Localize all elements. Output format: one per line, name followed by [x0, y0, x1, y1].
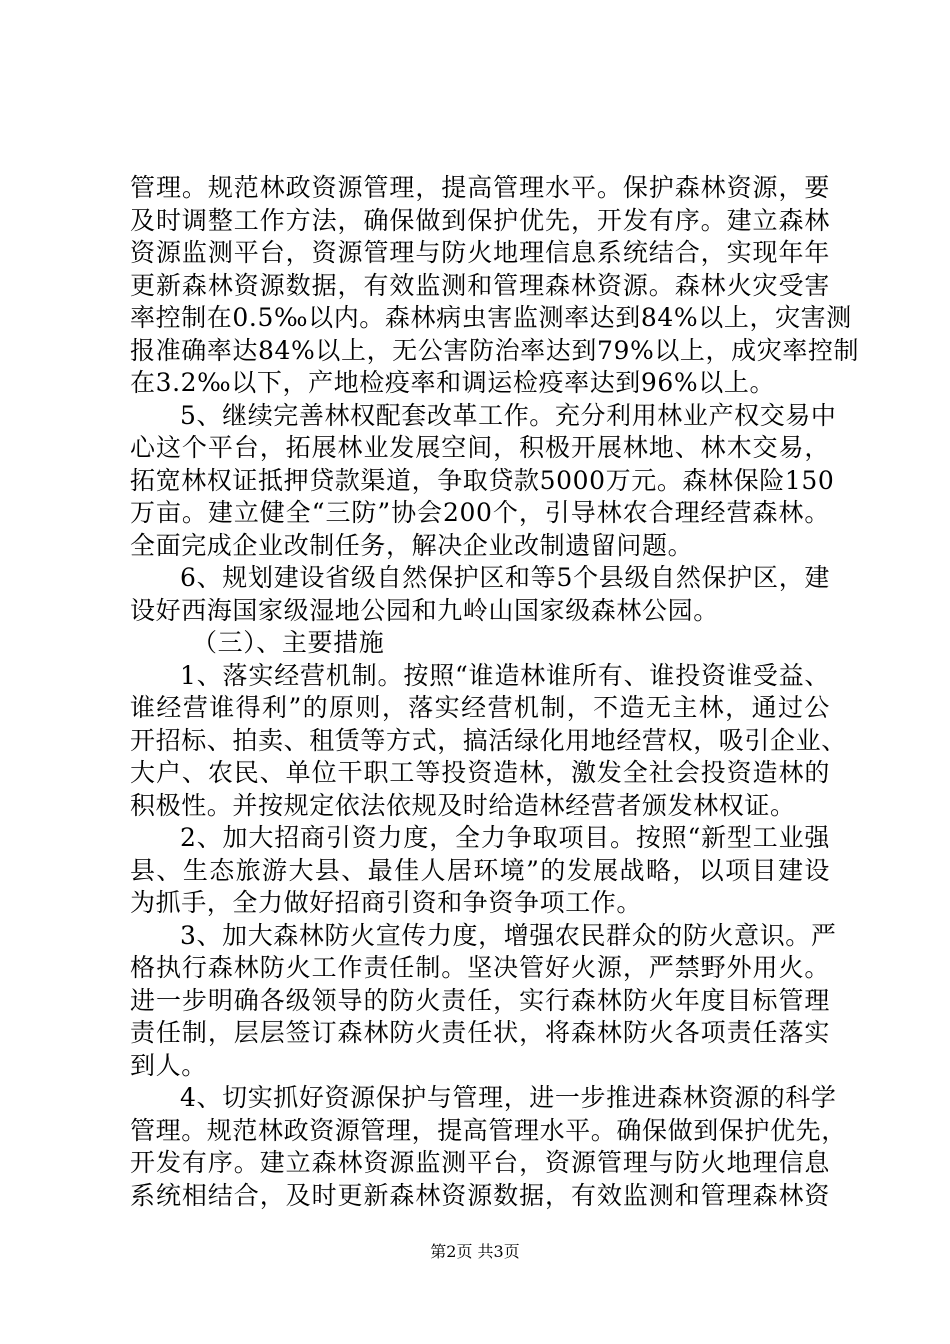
page-number: 第2页 共3页 [430, 1242, 520, 1261]
text-line: 全面完成企业改制任务，解决企业改制遗留问题。 [130, 530, 694, 560]
text-line: 及时调整工作方法，确保做到保护优先，开发有序。建立森林 [130, 205, 830, 235]
text-line: 1、落实经营机制。按照“谁造林谁所有、谁投资谁受益、 [180, 660, 830, 690]
text-line: 县、生态旅游大县、最佳人居环境”的发展战略，以项目建设 [130, 855, 830, 885]
text-line: 管理。规范林政资源管理，提高管理水平。确保做到保护优先， [130, 1115, 847, 1145]
text-line: 开发有序。建立森林资源监测平台，资源管理与防火地理信息 [130, 1148, 830, 1177]
text-line: 拓宽林权证抵押贷款渠道，争取贷款5000万元。森林保险150 [130, 465, 835, 495]
text-line: 进一步明确各级领导的防火责任，实行森林防火年度目标管理 [130, 985, 830, 1015]
text-line: 3、加大森林防火宣传力度，增强农民群众的防火意识。严 [180, 920, 837, 950]
text-line: 格执行森林防火工作责任制。坚决管好火源，严禁野外用火。 [130, 953, 830, 982]
text-line: 积极性。并按规定依法依规及时给造林经营者颁发林权证。 [130, 790, 796, 820]
document-body [130, 172, 860, 1212]
text-line: 系统相结合，及时更新森林资源数据，有效监测和管理森林资 [130, 1180, 830, 1210]
text-line: 报准确率达84%以上，无公害防治率达到79%以上，成灾率控制 [130, 335, 860, 365]
text-line: 5、继续完善林权配套改革工作。充分利用林业产权交易中 [180, 400, 837, 430]
text-line: 到人。 [130, 1050, 207, 1080]
text-line: 管理。规范林政资源管理，提高管理水平。保护森林资源，要 [130, 173, 830, 202]
text-line: 万亩。建立健全“三防”协会200个，引导林农合理经营森林。 [130, 498, 830, 527]
page-footer [0, 1242, 950, 1262]
section-heading: （三）、主要措施 [192, 628, 385, 657]
text-line: 心这个平台，拓展林业发展空间，积极开展林地、林木交易， [130, 433, 830, 462]
text-line: 谁经营谁得利”的原则，落实经营机制，不造无主林，通过公 [130, 693, 830, 722]
text-line: 大户、农民、单位干职工等投资造林，激发全社会投资造林的 [130, 758, 830, 787]
text-line: 设好西海国家级湿地公园和九岭山国家级森林公园。 [130, 595, 719, 625]
text-line: 开招标、拍卖、租赁等方式，搞活绿化用地经营权，吸引企业、 [130, 725, 847, 755]
text-line: 在3.2‰以下，产地检疫率和调运检疫率达到96%以上。 [130, 368, 776, 397]
text-line: 资源监测平台，资源管理与防火地理信息系统结合，实现年年 [130, 238, 830, 267]
text-line: 为抓手，全力做好招商引资和争资争项工作。 [130, 888, 643, 917]
text-line: 更新森林资源数据，有效监测和管理森林资源。森林火灾受害 [130, 270, 830, 300]
text-line: 6、规划建设省级自然保护区和等5个县级自然保护区，建 [180, 563, 830, 592]
text-line: 责任制，层层签订森林防火责任状，将森林防火各项责任落实 [130, 1018, 830, 1047]
text-line: 2、加大招商引资力度，全力争取项目。按照“新型工业强 [180, 823, 830, 852]
text-line: 4、切实抓好资源保护与管理，进一步推进森林资源的科学 [180, 1083, 837, 1112]
text-line: 率控制在0.5‰以内。森林病虫害监测率达到84%以上，灾害测 [130, 303, 852, 332]
